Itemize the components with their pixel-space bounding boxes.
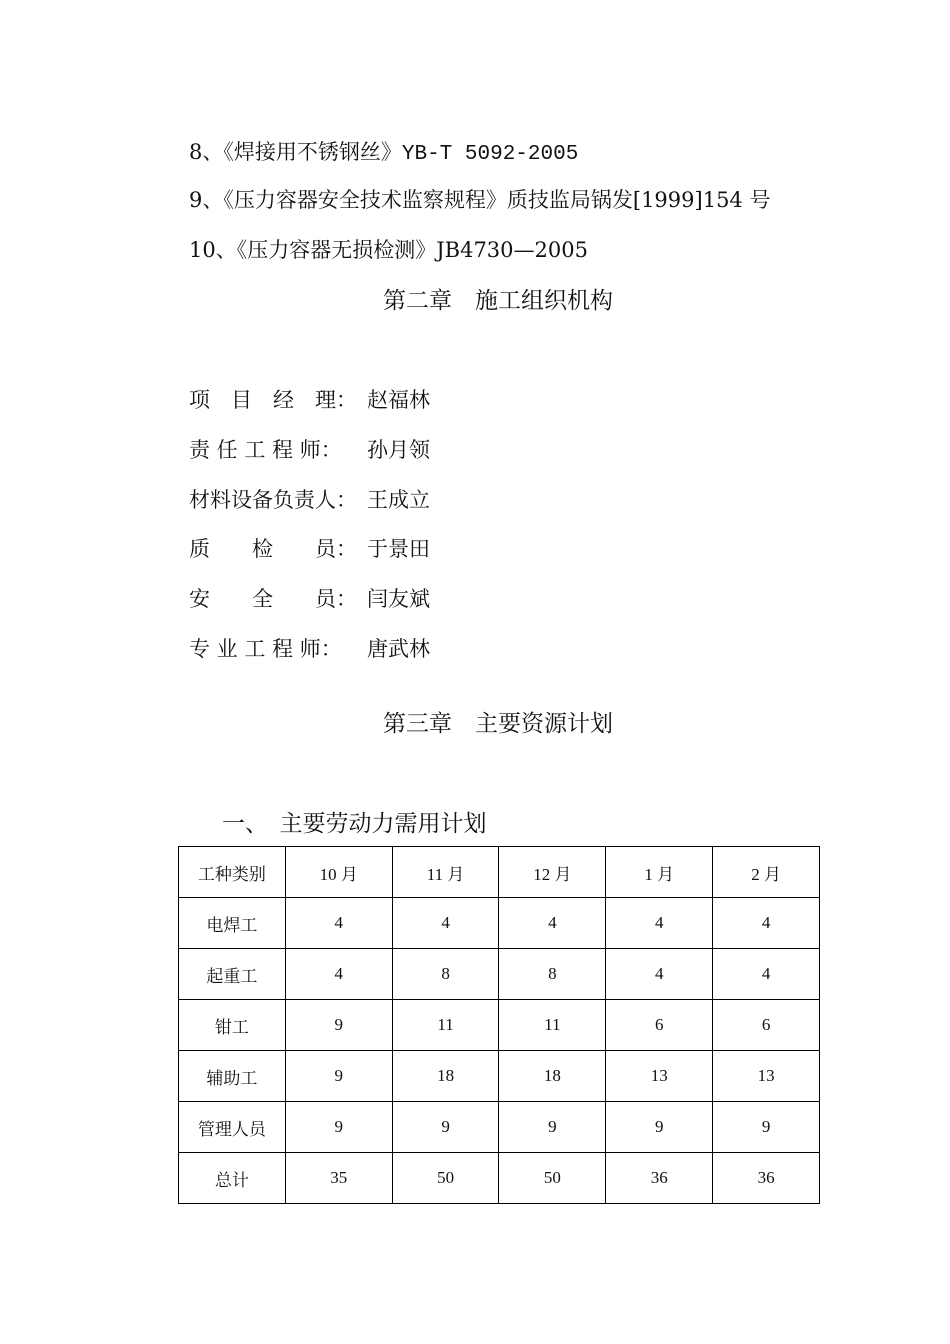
table-cell: 13: [713, 1051, 820, 1102]
table-cell: 6: [606, 1000, 713, 1051]
table-cell: 36: [713, 1153, 820, 1204]
header-cell: 10 月: [285, 847, 392, 898]
reference-number: 8、: [189, 140, 224, 164]
org-row-safety-officer: [189, 585, 430, 613]
org-name: 赵福林: [367, 388, 430, 412]
org-row-responsible-engineer: [189, 436, 430, 464]
table-cell: 36: [606, 1153, 713, 1204]
org-name: 于景田: [367, 537, 430, 561]
table-cell: 辅助工: [179, 1051, 286, 1102]
table-cell: 11: [499, 1000, 606, 1051]
org-row-specialist-engineer: [189, 635, 430, 663]
table-cell: 9: [606, 1102, 713, 1153]
table-cell: 9: [285, 1102, 392, 1153]
reference-code: YB-T 5092-2005: [401, 143, 579, 166]
table-cell: 总计: [179, 1153, 286, 1204]
org-name: 闫友斌: [367, 587, 430, 611]
reference-item-10: [189, 236, 588, 264]
table-row: [179, 1051, 820, 1102]
org-name: 唐武林: [367, 637, 430, 661]
table-cell: 9: [392, 1102, 499, 1153]
table-cell: 4: [713, 898, 820, 949]
table-cell: 管理人员: [179, 1102, 286, 1153]
org-name: 孙月领: [367, 438, 430, 462]
table-cell: 起重工: [179, 949, 286, 1000]
table-cell: 8: [499, 949, 606, 1000]
table-header-row: [179, 847, 820, 898]
table-cell: 4: [606, 949, 713, 1000]
table-total-row: [179, 1153, 820, 1204]
table-cell: 4: [499, 898, 606, 949]
header-cell: 11 月: [392, 847, 499, 898]
org-row-quality-inspector: [189, 535, 430, 563]
table-cell: 18: [392, 1051, 499, 1102]
org-role: 专 业 工 程 师：: [189, 637, 342, 661]
reference-number: 9、: [189, 188, 224, 212]
table-cell: 11: [392, 1000, 499, 1051]
labor-plan-table: [178, 846, 820, 1204]
reference-number: 10、: [189, 238, 237, 262]
reference-title: 《焊接用不锈钢丝》: [223, 140, 402, 164]
table-row: [179, 949, 820, 1000]
org-role: 材料设备负责人：: [189, 488, 357, 512]
section-1-heading: 一、 主要劳动力需用计划: [222, 811, 487, 837]
org-role: 安 全 员：: [189, 587, 357, 611]
reference-item-8: [189, 138, 578, 169]
org-role: 项 目 经 理：: [189, 388, 357, 412]
table-row: [179, 898, 820, 949]
table-cell: 8: [392, 949, 499, 1000]
table-cell: 钳工: [179, 1000, 286, 1051]
table-cell: 13: [606, 1051, 713, 1102]
org-name: 王成立: [367, 488, 430, 512]
table-cell: 35: [285, 1153, 392, 1204]
reference-title: 《压力容器无损检测》JB4730—2005: [236, 238, 588, 262]
header-cell: 12 月: [499, 847, 606, 898]
table-cell: 9: [285, 1000, 392, 1051]
reference-item-9: [189, 186, 770, 214]
table-cell: 6: [713, 1000, 820, 1051]
org-row-materials-manager: [189, 486, 430, 514]
header-cell: 工种类别: [179, 847, 286, 898]
reference-title: 《压力容器安全技术监察规程》质技监局锅发[1999]154 号: [223, 188, 771, 212]
table-cell: 电焊工: [179, 898, 286, 949]
table-cell: 4: [285, 898, 392, 949]
table-row: [179, 1000, 820, 1051]
chapter-3-heading: 第三章 主要资源计划: [383, 711, 613, 737]
chapter-2-heading: 第二章 施工组织机构: [383, 288, 613, 314]
table-cell: 4: [392, 898, 499, 949]
table-row: [179, 1102, 820, 1153]
table-cell: 18: [499, 1051, 606, 1102]
table-cell: 50: [499, 1153, 606, 1204]
table-cell: 9: [713, 1102, 820, 1153]
org-role: 质 检 员：: [189, 537, 357, 561]
org-role: 责 任 工 程 师：: [189, 438, 342, 462]
header-cell: 1 月: [606, 847, 713, 898]
table-cell: 4: [285, 949, 392, 1000]
org-row-project-manager: [189, 386, 430, 414]
table-cell: 9: [499, 1102, 606, 1153]
table-cell: 4: [606, 898, 713, 949]
header-cell: 2 月: [713, 847, 820, 898]
table-cell: 50: [392, 1153, 499, 1204]
table-cell: 9: [285, 1051, 392, 1102]
table-cell: 4: [713, 949, 820, 1000]
